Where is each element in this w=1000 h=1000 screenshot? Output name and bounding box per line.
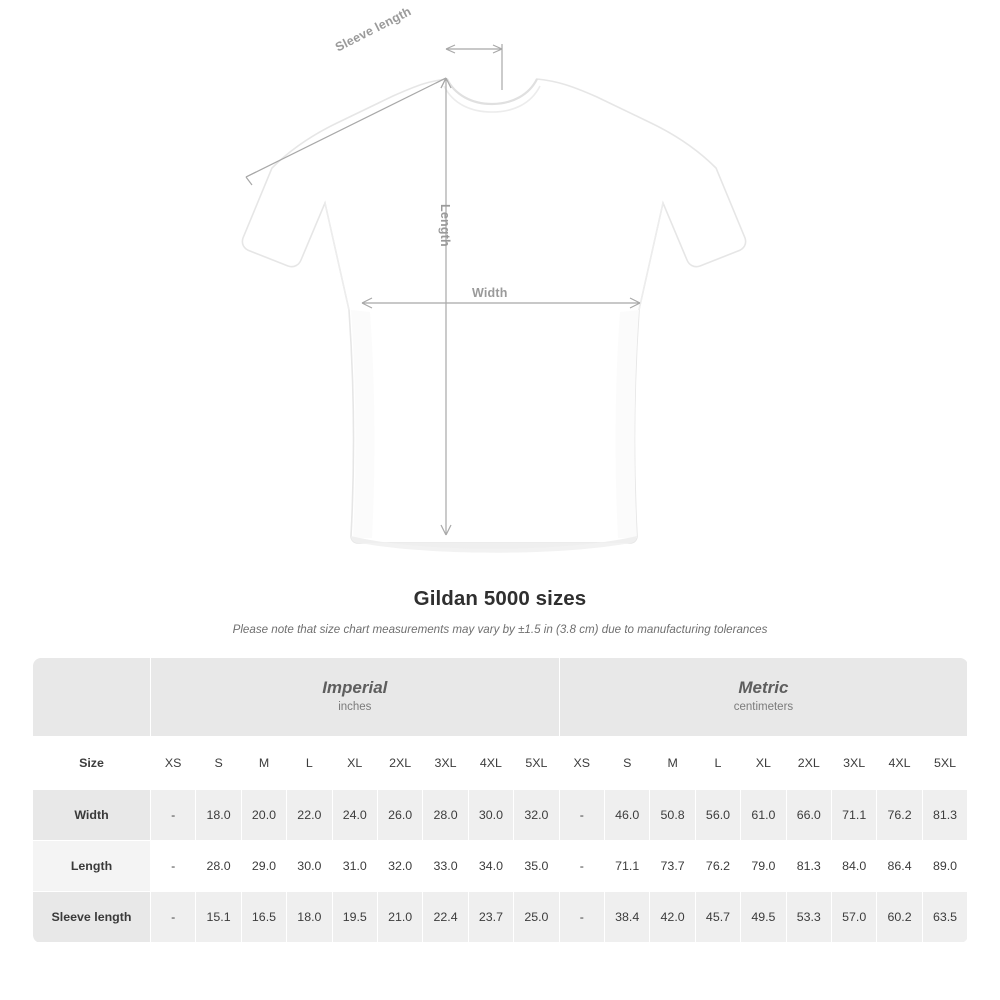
cell-sleeve-metric-l: 45.7 <box>695 892 740 943</box>
cell-width-imperial-l: 22.0 <box>287 790 332 841</box>
cell-length-imperial-2xl: 32.0 <box>377 841 422 892</box>
col-header-imperial-3xl: 3XL <box>423 737 468 790</box>
cell-width-imperial-xl: 24.0 <box>332 790 377 841</box>
cell-sleeve-imperial-xl: 19.5 <box>332 892 377 943</box>
cell-width-metric-3xl: 71.1 <box>831 790 876 841</box>
cell-width-metric-xs: - <box>559 790 604 841</box>
sleeve-length-label: Sleeve length <box>333 4 414 55</box>
cell-length-metric-xl: 79.0 <box>741 841 786 892</box>
col-header-metric-2xl: 2XL <box>786 737 831 790</box>
col-header-metric-xs: XS <box>559 737 604 790</box>
cell-sleeve-metric-5xl: 63.5 <box>922 892 968 943</box>
cell-width-metric-5xl: 81.3 <box>922 790 968 841</box>
cell-length-metric-2xl: 81.3 <box>786 841 831 892</box>
cell-length-imperial-5xl: 35.0 <box>514 841 560 892</box>
col-header-metric-4xl: 4XL <box>877 737 922 790</box>
cell-width-metric-xl: 61.0 <box>741 790 786 841</box>
cell-width-imperial-s: 18.0 <box>196 790 241 841</box>
col-header-metric-s: S <box>605 737 650 790</box>
cell-sleeve-imperial-xs: - <box>151 892 196 943</box>
tshirt-shape <box>242 79 745 553</box>
cell-sleeve-metric-xl: 49.5 <box>741 892 786 943</box>
unit-system-metric-unit: centimeters <box>733 701 794 714</box>
unit-system-metric-name: Metric <box>738 678 789 698</box>
cell-length-metric-l: 76.2 <box>695 841 740 892</box>
cell-sleeve-imperial-m: 16.5 <box>241 892 286 943</box>
cell-length-metric-s: 71.1 <box>605 841 650 892</box>
row-label-sleeve-length: Sleeve length <box>33 892 151 943</box>
cell-width-metric-4xl: 76.2 <box>877 790 922 841</box>
cell-sleeve-imperial-s: 15.1 <box>196 892 241 943</box>
cell-length-metric-5xl: 89.0 <box>922 841 968 892</box>
cell-sleeve-metric-3xl: 57.0 <box>831 892 876 943</box>
unit-system-imperial-name: Imperial <box>322 678 388 698</box>
size-header-label: Size <box>33 737 151 790</box>
length-label: Length <box>438 204 452 247</box>
cell-sleeve-metric-xs: - <box>559 892 604 943</box>
cell-length-metric-4xl: 86.4 <box>877 841 922 892</box>
col-header-imperial-5xl: 5XL <box>514 737 560 790</box>
table-corner-cell <box>33 658 151 737</box>
cell-width-imperial-4xl: 30.0 <box>468 790 513 841</box>
cell-width-imperial-3xl: 28.0 <box>423 790 468 841</box>
col-header-metric-m: M <box>650 737 695 790</box>
cell-width-metric-2xl: 66.0 <box>786 790 831 841</box>
size-header-row <box>33 737 968 790</box>
cell-width-imperial-m: 20.0 <box>241 790 286 841</box>
col-header-imperial-4xl: 4XL <box>468 737 513 790</box>
table-row <box>33 790 968 841</box>
cell-length-imperial-xl: 31.0 <box>332 841 377 892</box>
cell-length-imperial-4xl: 34.0 <box>468 841 513 892</box>
cell-length-metric-3xl: 84.0 <box>831 841 876 892</box>
cell-sleeve-imperial-3xl: 22.4 <box>423 892 468 943</box>
cell-sleeve-metric-2xl: 53.3 <box>786 892 831 943</box>
row-label-width: Width <box>33 790 151 841</box>
cell-sleeve-imperial-4xl: 23.7 <box>468 892 513 943</box>
unit-system-row <box>33 658 968 737</box>
cell-sleeve-metric-m: 42.0 <box>650 892 695 943</box>
cell-length-imperial-3xl: 33.0 <box>423 841 468 892</box>
col-header-imperial-2xl: 2XL <box>377 737 422 790</box>
col-header-imperial-l: L <box>287 737 332 790</box>
cell-width-metric-m: 50.8 <box>650 790 695 841</box>
cell-sleeve-imperial-l: 18.0 <box>287 892 332 943</box>
cell-length-imperial-l: 30.0 <box>287 841 332 892</box>
table-row <box>33 841 968 892</box>
unit-system-imperial <box>151 658 560 737</box>
col-header-imperial-xs: XS <box>151 737 196 790</box>
tolerance-note: Please note that size chart measurements may vary by ±1.5 in (3.8 cm) due to manufacturing tolerances <box>232 623 768 636</box>
col-header-imperial-s: S <box>196 737 241 790</box>
cell-length-imperial-xs: - <box>151 841 196 892</box>
cell-length-imperial-m: 29.0 <box>241 841 286 892</box>
row-label-length: Length <box>33 841 151 892</box>
col-header-metric-5xl: 5XL <box>922 737 968 790</box>
cell-width-metric-l: 56.0 <box>695 790 740 841</box>
unit-system-metric <box>559 658 968 737</box>
cell-width-imperial-5xl: 32.0 <box>514 790 560 841</box>
cell-sleeve-imperial-5xl: 25.0 <box>514 892 560 943</box>
size-table <box>32 657 968 943</box>
cell-sleeve-imperial-2xl: 21.0 <box>377 892 422 943</box>
cell-length-imperial-s: 28.0 <box>196 841 241 892</box>
cell-sleeve-metric-s: 38.4 <box>605 892 650 943</box>
page-title: Gildan 5000 sizes <box>413 587 587 610</box>
width-label: Width <box>467 286 513 300</box>
table-row <box>33 892 968 943</box>
cell-length-metric-m: 73.7 <box>650 841 695 892</box>
unit-system-imperial-unit: inches <box>338 701 372 714</box>
col-header-imperial-xl: XL <box>332 737 377 790</box>
col-header-imperial-m: M <box>241 737 286 790</box>
cell-length-metric-xs: - <box>559 841 604 892</box>
cell-width-metric-s: 46.0 <box>605 790 650 841</box>
cell-sleeve-metric-4xl: 60.2 <box>877 892 922 943</box>
cell-width-imperial-xs: - <box>151 790 196 841</box>
col-header-metric-xl: XL <box>741 737 786 790</box>
size-table-wrapper <box>32 657 968 943</box>
col-header-metric-l: L <box>695 737 740 790</box>
col-header-metric-3xl: 3XL <box>831 737 876 790</box>
cell-width-imperial-2xl: 26.0 <box>377 790 422 841</box>
